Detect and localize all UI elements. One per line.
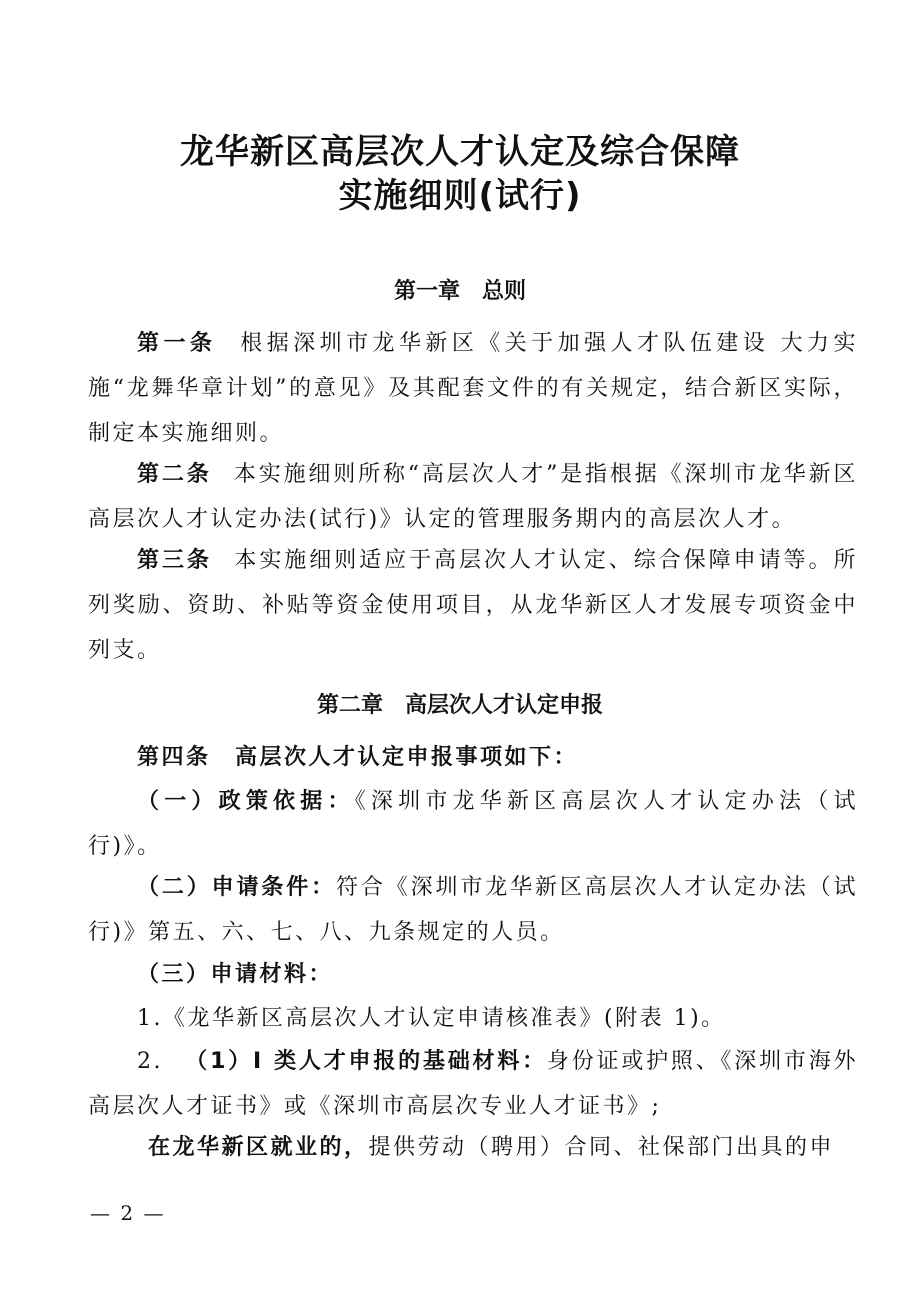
article-two-label: 第二条 xyxy=(137,462,212,487)
article-two-text: 本实施细则所称“高层次人才”是指根据《深圳市龙华新区高层次人才认定办法(试行)》认定的管理服务期内的高层次人才。 xyxy=(88,462,858,532)
item-conditions-text: 符合《深圳市龙华新区高层次人才认定办法（试行)》第五、六、七、八、九条规定的人员。 xyxy=(88,875,858,945)
material-three-label: 在龙华新区就业的， xyxy=(148,1135,369,1160)
document-title-line1: 龙华新区高层次人才认定及综合保障 xyxy=(180,132,740,172)
article-one xyxy=(88,321,858,456)
material-one xyxy=(88,996,858,1041)
chapter-one-number: 第一章 xyxy=(393,279,460,304)
material-three xyxy=(88,1125,858,1170)
item-policy-basis xyxy=(88,779,858,869)
document-title-line2: 实施细则(试行) xyxy=(338,176,582,216)
item-policy-basis-label: （一）政策依据： xyxy=(137,789,355,814)
material-three-text: 提供劳动（聘用）合同、社保部门出具的申 xyxy=(368,1135,835,1160)
item-conditions-label: （二）申请条件： xyxy=(137,875,336,900)
article-three-text: 本实施细则适应于高层次人才认定、综合保障申请等。所列奖励、资助、补贴等资金使用项目，从龙华新区人才发展专项资金中列支。 xyxy=(88,548,858,663)
article-one-text: 根据深圳市龙华新区《关于加强人才队伍建设 大力实施“龙舞华章计划”的意见》及其配套文件的有关规定，结合新区实际，制定本实施细则。 xyxy=(88,331,858,446)
article-three-label: 第三条 xyxy=(137,548,212,573)
article-four-heading: 第四条 高层次人才认定申报事项如下： xyxy=(137,745,579,770)
chapter-two-heading xyxy=(0,688,920,719)
article-two xyxy=(88,452,858,542)
chapter-two-name: 高层次人才认定申报 xyxy=(405,693,604,718)
material-two-prefix: 2. xyxy=(137,1049,163,1074)
article-one-label: 第一条 xyxy=(137,331,217,356)
item-conditions xyxy=(88,865,858,955)
material-two-label: （1）I 类人才申报的基础材料： xyxy=(185,1049,547,1074)
item-policy-basis-text: 《深圳市龙华新区高层次人才认定办法（试行)》。 xyxy=(88,789,858,859)
item-materials xyxy=(88,952,858,997)
chapter-one-name: 总则 xyxy=(482,279,527,304)
material-two-text: 身份证或护照、《深圳市海外高层次人才证书》或《深圳市高层次专业人才证书》; xyxy=(88,1049,858,1119)
chapter-two-number: 第二章 xyxy=(316,693,383,718)
article-three xyxy=(88,538,858,673)
material-two xyxy=(88,1039,858,1129)
chapter-one-heading xyxy=(0,274,920,305)
page-number: — 2 — xyxy=(90,1201,166,1225)
item-materials-label: （三）申请材料： xyxy=(137,962,334,987)
material-one-text: 1.《龙华新区高层次人才认定申请核准表》(附表 1)。 xyxy=(137,1006,726,1031)
